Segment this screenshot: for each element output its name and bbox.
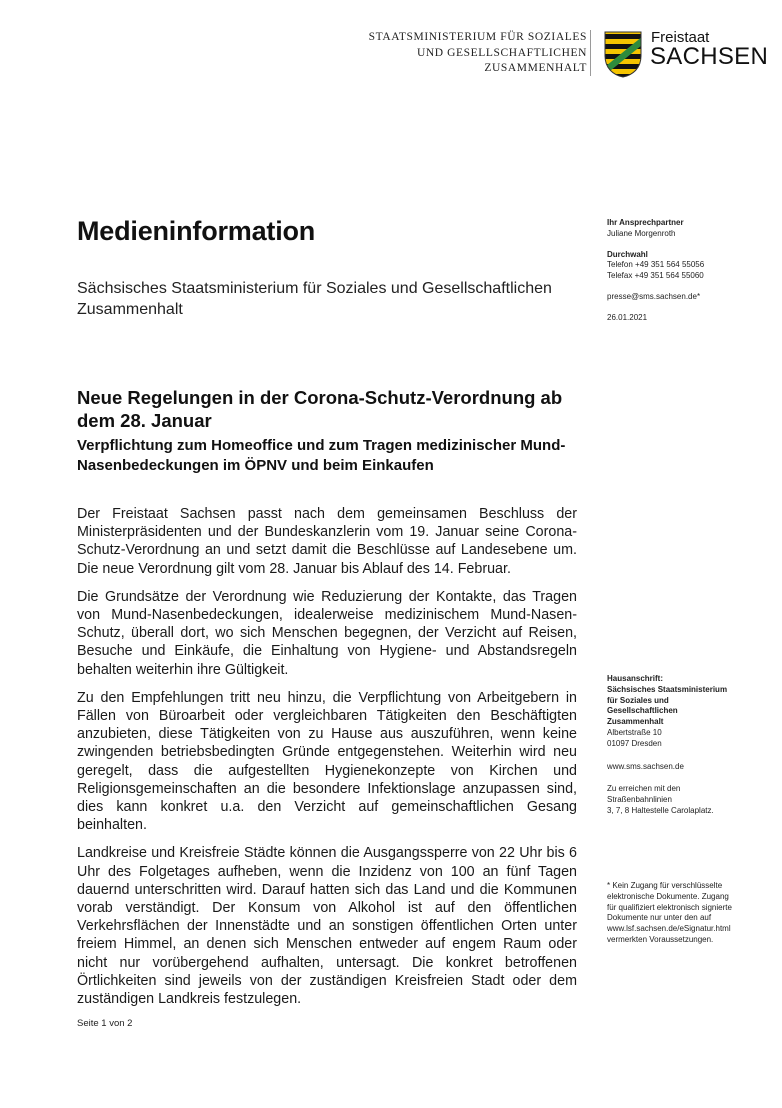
note-line-3: für qualifiziert elektronisch signierte bbox=[607, 902, 732, 912]
saxony-coat-of-arms-icon bbox=[603, 30, 643, 78]
address-org-4: Zusammenhalt bbox=[607, 717, 664, 727]
ministry-line-2: UND GESELLSCHAFTLICHEN bbox=[416, 46, 587, 59]
note-line-5[interactable]: www.lsf.sachsen.de/eSignatur.html bbox=[607, 924, 731, 934]
press-subheadline: Verpflichtung zum Homeoffice und zum Tragen medizinischer Mund-Nasenbedeckungen im ÖPNV und beim Einkaufen bbox=[77, 437, 566, 474]
body-paragraph-2: Die Grundsätze der Verordnung wie Reduzierung der Kontakte, das Tragen von Mund-Nasenbedeckungen, idealerweise medizinischem Mund-Nasen-Schutz, überall dort, wo sich Menschen begegnen, der Verzicht auf Reisen, Besuche und Einkäufe, die Einhaltung von Hygiene- und Abstandsregeln behalten weiterhin ihre Gültigkeit. bbox=[77, 588, 577, 678]
release-date: 26.01.2021 bbox=[607, 312, 648, 322]
transit-line-1: Zu erreichen mit den bbox=[607, 784, 681, 794]
body-paragraph-3: Zu den Empfehlungen tritt neu hinzu, die Verpflichtung von Arbeitgebern in Fällen von Büroarbeit oder vergleichbaren Tätigkeiten den Beschäftigten anzubieten, diese Tätigkeiten von zu Hause aus auszuführen, wenn keine zwingenden betriebsbedingten Gründe entgegenstehen. Weiterhin wird neu geregelt, dass die aufgestellten Hygienekonzepte von Kirchen und Religionsgemeinschaften an die besondere Infektionslage anzupassen sind, dies kann konkret u.a. den Verzicht auf gemeinschaftlichen Gesang beinhalten. bbox=[77, 689, 577, 834]
address-city: 01097 Dresden bbox=[607, 738, 662, 748]
header-divider bbox=[590, 30, 591, 76]
ministry-subtitle: Sächsisches Staatsministerium für Soziales und Gesellschaftlichen Zusammenhalt bbox=[77, 280, 552, 318]
freistaat-sachsen-logo bbox=[603, 29, 769, 78]
note-line-4: Dokumente nur unter den auf bbox=[607, 913, 712, 923]
address-org-2: für Soziales und bbox=[607, 695, 669, 705]
address-street: Albertstraße 10 bbox=[607, 727, 662, 737]
body-paragraph-4: Landkreise und Kreisfreie Städte können die Ausgangssperre von 22 Uhr bis 6 Uhr des Folgetages aufheben, wenn die Inzidenz von 100 an fünf Tagen dauernd unterschritten wird. Darauf hatten sich das Land und die Kommunen vorab verständigt. Der Konsum von Alkohol ist auf den öffentlichen Verkehrsflächen der Innenstädte und an sonstigen öffentlichen Orten unter freiem Himmel, an denen sich Menschen entweder auf engem Raum oder nicht nur vorübergehend aufhalten, untersagt. Die konkret betroffenen Örtlichkeiten sind jeweils von der zuständigen Kreisfreien Stadt oder dem zuständigen Landkreis festzulegen. bbox=[77, 845, 577, 1008]
transit-line-3: 3, 7, 8 Haltestelle Carolaplatz. bbox=[607, 805, 714, 815]
ministry-line-1: STAATSMINISTERIUM FÜR SOZIALES bbox=[368, 31, 587, 43]
note-line-6: vermerkten Voraussetzungen. bbox=[607, 934, 714, 944]
ministry-line-3: ZUSAMMENHALT bbox=[484, 62, 587, 74]
note-line-2: elektronische Dokumente. Zugang bbox=[607, 891, 729, 901]
website-link[interactable]: www.sms.sachsen.de bbox=[607, 761, 684, 771]
body-text bbox=[77, 505, 577, 1018]
contact-email[interactable]: presse@sms.sachsen.de* bbox=[607, 291, 701, 301]
logo-sachsen: SACHSEN bbox=[650, 43, 769, 70]
address-org-1: Sächsisches Staatsministerium bbox=[607, 684, 728, 694]
transit-line-2: Straßenbahnlinien bbox=[607, 795, 672, 805]
press-headline: Neue Regelungen in der Corona-Schutz-Verordnung ab dem 28. Januar bbox=[77, 387, 563, 431]
phone-number: Telefon +49 351 564 55056 bbox=[607, 260, 705, 270]
fax-number: Telefax +49 351 564 55060 bbox=[607, 271, 704, 281]
legal-note bbox=[607, 881, 767, 946]
note-line-1: * Kein Zugang für verschlüsselte bbox=[607, 881, 723, 890]
contact-name: Juliane Morgenroth bbox=[607, 228, 676, 238]
logo-freistaat: Freistaat bbox=[651, 29, 710, 46]
body-paragraph-1: Der Freistaat Sachsen passt nach dem gemeinsamen Beschluss der Ministerpräsidenten und der Bundeskanzlerin vom 19. Januar seine Corona-Schutz-Verordnung an und setzt damit die Beschlüsse auf Landesebene um. Die neue Verordnung gilt vom 28. Januar bis Ablauf des 14. Februar. bbox=[77, 506, 577, 577]
address-org-3: Gesellschaftlichen bbox=[607, 706, 678, 716]
contact-heading: Ihr Ansprechpartner bbox=[607, 218, 684, 227]
page-number: Seite 1 von 2 bbox=[77, 1018, 133, 1029]
address-heading: Hausanschrift: bbox=[607, 674, 664, 683]
contact-block bbox=[607, 218, 767, 324]
address-block bbox=[607, 674, 767, 817]
phone-heading: Durchwahl bbox=[607, 249, 648, 259]
document-title: Medieninformation bbox=[77, 216, 316, 246]
ministry-header bbox=[327, 30, 587, 77]
